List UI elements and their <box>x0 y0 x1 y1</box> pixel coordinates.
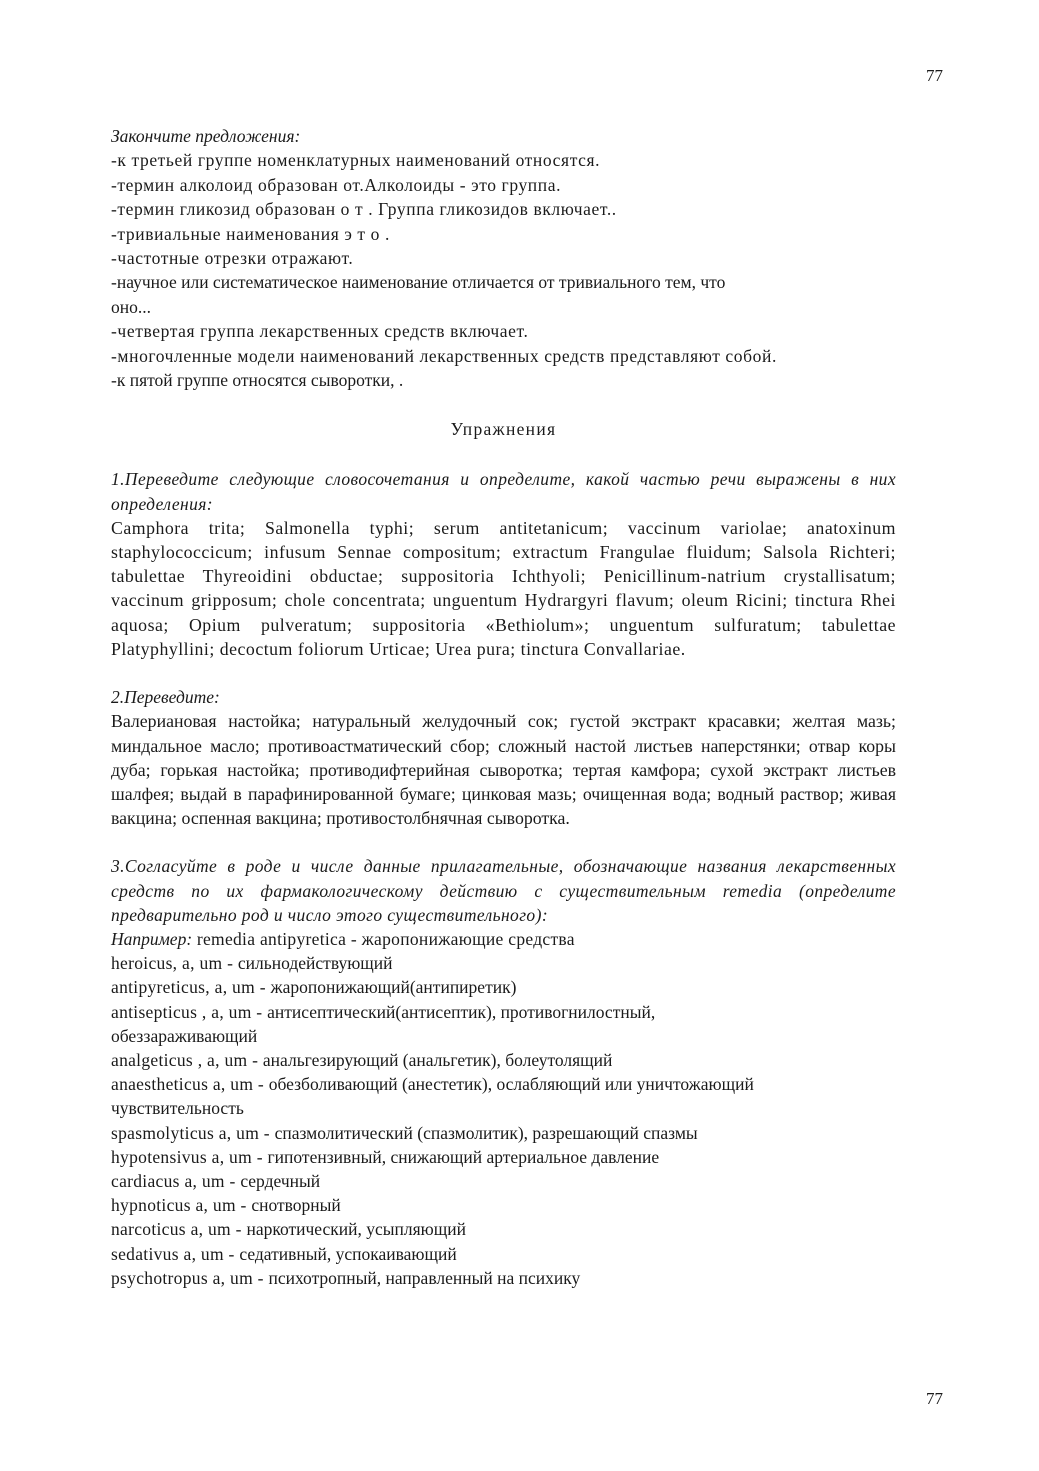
vocab-item-continuation: чувствительность <box>111 1098 244 1119</box>
vocab-latin: heroicus, a, um - <box>111 953 238 974</box>
completion-line: -четвертая группа лекарственных средств включает. <box>111 321 529 342</box>
vocab-meaning: обезболивающий (анестетик), ослабляющий или уничтожающий <box>268 1074 754 1095</box>
vocab-item <box>111 1121 896 1145</box>
vocab-meaning: снотворный <box>251 1195 341 1216</box>
vocab-latin: antipyreticus, a, um - <box>111 977 271 998</box>
vocab-latin: cardiacus a, um - <box>111 1170 241 1191</box>
completion-line: -тривиальные наименования э т о . <box>111 223 390 244</box>
vocab-latin: hypotensivus a, um - <box>111 1146 268 1167</box>
vocab-meaning: седативный, успокаивающий <box>239 1243 457 1264</box>
task3-example <box>111 927 896 951</box>
vocab-meaning: анальгезирующий (анальгетик), болеутолящий <box>262 1049 613 1070</box>
vocab-latin: analgeticus , a, um - <box>111 1049 263 1070</box>
completion-line: -термин алколоид образован от.Алколоиды - это группа. <box>111 174 562 195</box>
vocab-item <box>111 1072 896 1096</box>
completion-line: оно... <box>111 296 151 317</box>
completion-heading: Закончите предложения: <box>111 126 301 146</box>
completion-line: -к третьей группе номенклатурных наименований относятся. <box>111 150 601 171</box>
vocab-item <box>111 1000 896 1024</box>
example-label: Например: <box>111 928 193 949</box>
vocab-latin: sedativus a, um - <box>111 1243 240 1264</box>
vocab-latin: spasmolyticus a, um - <box>111 1122 275 1143</box>
section-heading: Упражнения <box>450 419 557 440</box>
vocab-item <box>111 951 896 975</box>
completion-line: -научное или систематическое наименование отличается от тривиального тем, что <box>111 272 726 293</box>
vocab-item <box>111 1242 896 1266</box>
completion-line: -к пятой группе относятся сыворотки, . <box>111 370 404 391</box>
vocab-meaning: психотропный, направленный на психику <box>268 1267 581 1288</box>
completion-line: -многочленные модели наименований лекарственных средств представляют собой. <box>111 345 777 366</box>
vocab-item <box>111 1217 896 1241</box>
vocab-latin: antisepticus , a, um - <box>111 1001 268 1022</box>
vocab-latin: psychotropus a, um - <box>111 1267 269 1288</box>
page-number-bottom: 77 <box>926 1389 943 1408</box>
task2-title: 2.Переведите: <box>111 687 220 708</box>
page-content <box>111 124 896 1290</box>
completion-line: -частотные отрезки отражают. <box>111 248 354 269</box>
vocab-item <box>111 1266 896 1290</box>
vocab-meaning: сердечный <box>240 1170 321 1191</box>
vocab-item <box>111 1169 896 1193</box>
vocab-latin: narcoticus a, um - <box>111 1219 247 1240</box>
vocab-meaning: антисептический(антисептик), противогнилостный, <box>267 1001 656 1022</box>
vocab-meaning: гипотензивный, снижающий артериальное давление <box>267 1146 660 1167</box>
task1-text: Camphora trita; Salmonella typhi; serum antitetanicum; vaccinum variolae; anatoxinum staphylococcicum; infusum Sennae compositum; extractum Frangulae fluidum; Salsola Richteri; tabulettae Thyreoidini obductae; suppositoria Ichthyoli; Penicillinum-natrium crystallisatum; vaccinum gripposum; chole concentrata; unguentum Hydrargyri flavum; oleum Ricini; tinctura Rhei aquosa; Opium pulveratum; suppositoria «Bethiolum»; unguentum sulfuratum; tabulettae Platyphyllini; decoctum foliorum Urticae; Urea pura; tinctura Convallariae. <box>111 517 896 659</box>
example-text: remedia antipyretica - жаропонижающие средства <box>192 928 575 949</box>
vocab-item <box>111 975 896 999</box>
vocab-item-continuation: обеззараживающий <box>111 1025 258 1046</box>
vocab-meaning: спазмолитический (спазмолитик), разрешающий спазмы <box>274 1122 698 1143</box>
task3-title: 3.Согласуйте в роде и числе данные прилагательные, обозначающие названия лекарственных средств по их фармакологическому действию с существительным remedia (определите предварительно род и число этого существительного): <box>111 856 896 925</box>
task1-title: 1.Переведите следующие словосочетания и определите, какой частью речи выражены в них определения: <box>111 469 896 514</box>
vocab-item <box>111 1193 896 1217</box>
vocab-meaning: жаропонижающий(антипиретик) <box>270 977 517 998</box>
task2-text: Валериановая настойка; натуральный желудочный сок; густой экстракт красавки; желтая мазь; миндальное масло; противоастматический сбор; сложный настой листьев наперстянки; отвар коры дуба; горькая настойка; противодифтерийная сыворотка; тертая камфора; сухой экстракт листьев шалфея; выдай в парафинированной бумаге; цинковая мазь; очищенная вода; водный раствор; живая вакцина; оспенная вакцина; противостолбнячная сыворотка. <box>111 711 896 829</box>
vocab-item <box>111 1145 896 1169</box>
vocab-meaning: наркотический, усыпляющий <box>246 1219 466 1240</box>
vocab-item <box>111 1048 896 1072</box>
vocab-latin: anaestheticus a, um - <box>111 1074 269 1095</box>
page-number-top: 77 <box>926 66 943 85</box>
vocab-meaning: сильнодействующий <box>237 953 393 974</box>
vocab-latin: hypnoticus a, um - <box>111 1195 252 1216</box>
completion-line: -термин гликозид образован о т . Группа гликозидов включает.. <box>111 199 617 220</box>
